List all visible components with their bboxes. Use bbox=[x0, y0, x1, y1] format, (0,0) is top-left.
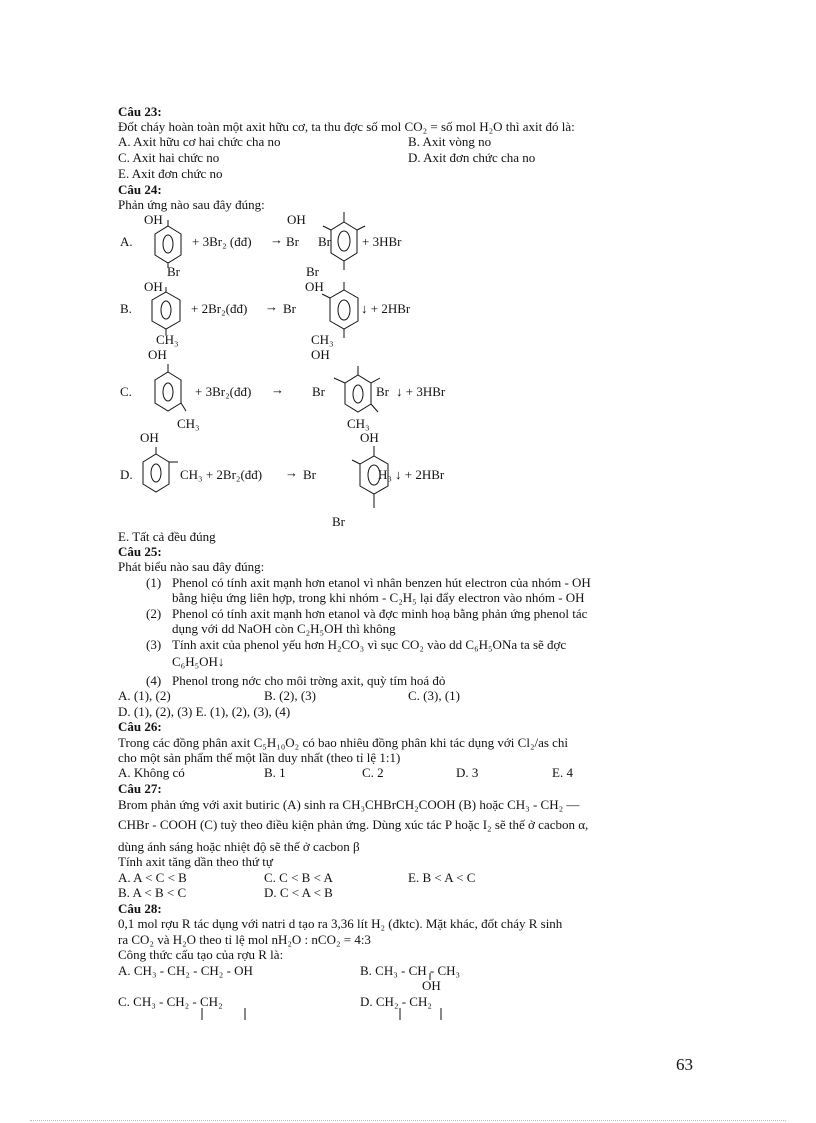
benzene-ring-icon bbox=[155, 220, 181, 268]
rxn-c-ch3-right: CH₃ bbox=[347, 416, 370, 431]
q24-stem: Phản ứng nào sau đây đúng: bbox=[118, 197, 265, 212]
q26-line2: cho một sản phẩm thế một lần duy nhất (theo tỉ lệ 1:1) bbox=[118, 750, 401, 765]
q27-line2: CHBr - COOH (C) tuỳ theo điều kiện phản ứng. Dùng xúc tác P hoặc I₂ sẽ thế ở cacbon α, bbox=[118, 817, 589, 832]
q26-option-c[interactable]: C. 2 bbox=[362, 765, 384, 780]
q28-title: Câu 28: bbox=[118, 901, 162, 916]
page-number: 63 bbox=[676, 1055, 693, 1074]
q25-stmt2-line2: dụng với dd NaOH còn C₂H₅OH thì không bbox=[172, 621, 396, 636]
rxn-c-label[interactable]: C. bbox=[120, 384, 132, 399]
rxn-a-oh-right: OH bbox=[287, 212, 306, 227]
arrow-right-icon: → bbox=[271, 382, 284, 397]
rxn-d-reagent: CH₃ + 2Br₂(đđ) bbox=[180, 467, 263, 482]
q25-stmt3-line1: Tính axit của phenol yếu hơn H₂CO₃ vì sục CO₂ vào dd C₆H₅ONa ta sẽ đợc bbox=[172, 637, 567, 652]
benzene-ring-icon bbox=[152, 287, 180, 335]
rxn-d-oh-left: OH bbox=[140, 430, 159, 445]
q28-option-b-sub: OH bbox=[422, 978, 441, 993]
q27-line4: Tính axit tăng dần theo thứ tự bbox=[118, 854, 273, 869]
q25-title: Câu 25: bbox=[118, 544, 162, 559]
rxn-a-label[interactable]: A. bbox=[120, 234, 133, 249]
rxn-d-label[interactable]: D. bbox=[120, 467, 133, 482]
rxn-c-oh-left: OH bbox=[148, 347, 167, 362]
q23-option-a[interactable]: A. Axit hữu cơ hai chức cha no bbox=[118, 134, 281, 149]
page-divider bbox=[30, 1120, 786, 1121]
q28-line2: ra CO₂ và H₂O theo tỉ lệ mol nH₂O : nCO₂ = 4:3 bbox=[118, 932, 371, 947]
q25-stmt3-line2: C₆H₅OH↓ bbox=[172, 654, 225, 669]
q23-option-c[interactable]: C. Axit hai chức no bbox=[118, 150, 220, 165]
q27-option-c[interactable]: C. C < B < A bbox=[264, 870, 333, 885]
q24-option-e[interactable]: E. Tất cả đều đúng bbox=[118, 529, 216, 544]
rxn-b-oh-left: OH bbox=[144, 279, 163, 294]
rxn-a-br2: Br bbox=[318, 234, 331, 249]
q26-line1: Trong các đồng phân axit C₅H₁₀O₂ có bao nhiêu đồng phân khi tác dụng với Cl₂/as chỉ bbox=[118, 735, 569, 750]
arrow-right-icon: → bbox=[265, 299, 278, 314]
q25-stmt2-line1: Phenol có tính axit mạnh hơn etanol và đợc minh hoạ bằng phản ứng phenol tác bbox=[172, 606, 588, 621]
q27-line1: Brom phản ứng với axit butiric (A) sinh ra CH₃CHBrCH₂COOH (B) hoặc CH₃ - CH₂ — bbox=[118, 797, 580, 812]
q28-option-a[interactable]: A. CH₃ - CH₂ - CH₂ - OH bbox=[118, 963, 253, 978]
q27-title: Câu 27: bbox=[118, 781, 162, 796]
rxn-b-oh-right: OH bbox=[305, 279, 324, 294]
rxn-a-br4: Br bbox=[306, 264, 319, 279]
q23-title: Câu 23: bbox=[118, 104, 162, 119]
rxn-a-br1: Br bbox=[286, 234, 299, 249]
q25-option-a[interactable]: A. (1), (2) bbox=[118, 688, 171, 703]
q25-stmt4-num: (4) bbox=[146, 673, 162, 688]
rxn-c-oh-right: OH bbox=[311, 347, 330, 362]
q23-option-e[interactable]: E. Axit đơn chức no bbox=[118, 166, 223, 181]
rxn-c-ch3-left: CH₃ bbox=[177, 416, 200, 431]
q27-option-a[interactable]: A. A < C < B bbox=[118, 870, 187, 885]
q26-option-b[interactable]: B. 1 bbox=[264, 765, 286, 780]
q23-option-b[interactable]: B. Axit vòng no bbox=[408, 134, 492, 149]
rxn-b-reagent: + 2Br₂(đđ) bbox=[191, 301, 248, 316]
rxn-b-ch3-right: CH₃ bbox=[311, 332, 334, 347]
rxn-c-product: ↓ + 3HBr bbox=[396, 384, 446, 399]
benzene-ring-icon bbox=[322, 282, 358, 338]
rxn-a-reagent: + 3Br₂ (đđ) bbox=[192, 234, 252, 249]
q28-option-d[interactable]: D. CH₂ - CH₂ bbox=[360, 994, 432, 1009]
q25-stmt3-num: (3) bbox=[146, 637, 162, 652]
rxn-a-br3: Br bbox=[167, 264, 180, 279]
rxn-c-reagent: + 3Br₂(đđ) bbox=[195, 384, 252, 399]
q28-line3: Công thức cấu tạo của rợu R là: bbox=[118, 947, 284, 962]
q26-title: Câu 26: bbox=[118, 719, 162, 734]
rxn-b-ch3-left: CH₃ bbox=[156, 332, 179, 347]
benzene-ring-icon bbox=[155, 364, 186, 411]
q26-option-a[interactable]: A. Không có bbox=[118, 765, 185, 780]
q24-title: Câu 24: bbox=[118, 182, 162, 197]
rxn-b-br1: Br bbox=[283, 301, 296, 316]
rxn-d-br1: Br bbox=[303, 467, 316, 482]
q25-stmt2-num: (2) bbox=[146, 606, 162, 621]
rxn-d-oh-right: OH bbox=[360, 430, 379, 445]
q25-stmt4-line1: Phenol trong nớc cho môi trờng axit, quỳ tím hoá đỏ bbox=[172, 673, 446, 688]
q23-stem: Đốt cháy hoàn toàn một axit hữu cơ, ta thu đợc số mol CO₂ = số mol H₂O thì axit đó là: bbox=[118, 119, 575, 134]
rxn-c-br1: Br bbox=[312, 384, 325, 399]
benzene-ring-icon bbox=[334, 366, 380, 412]
q25-option-b[interactable]: B. (2), (3) bbox=[264, 688, 316, 703]
q26-option-e[interactable]: E. 4 bbox=[552, 765, 573, 780]
q26-option-d[interactable]: D. 3 bbox=[456, 765, 479, 780]
q28-option-b[interactable]: B. CH₃ - CH - CH₃ bbox=[360, 963, 461, 978]
benzene-ring-icon bbox=[143, 447, 178, 492]
q28-line1: 0,1 mol rợu R tác dụng với natri d tạo ra 3,36 lít H₂ (đktc). Mặt khác, đốt cháy R sinh bbox=[118, 916, 563, 931]
q25-stmt1-num: (1) bbox=[146, 575, 162, 590]
q25-option-c[interactable]: C. (3), (1) bbox=[408, 688, 460, 703]
rxn-b-label[interactable]: B. bbox=[120, 301, 132, 316]
q25-options-de[interactable]: D. (1), (2), (3) E. (1), (2), (3), (4) bbox=[118, 704, 291, 719]
rxn-c-br2: Br bbox=[376, 384, 389, 399]
q25-stmt1-line1: Phenol có tính axit mạnh hơn etanol vì nhân benzen hút electron của nhóm - OH bbox=[172, 575, 591, 590]
rxn-d-ch3-right: H₃ bbox=[378, 467, 392, 482]
q23-option-d[interactable]: D. Axit đơn chức cha no bbox=[408, 150, 536, 165]
arrow-right-icon: → bbox=[270, 232, 283, 247]
rxn-d-product: ↓ + 2HBr bbox=[395, 467, 445, 482]
rxn-a-oh-left: OH bbox=[144, 212, 163, 227]
rxn-a-product: + 3HBr bbox=[362, 234, 402, 249]
q25-stem: Phát biểu nào sau đây đúng: bbox=[118, 559, 265, 574]
q28-option-c[interactable]: C. CH₃ - CH₂ - CH₂ bbox=[118, 994, 223, 1009]
arrow-right-icon: → bbox=[285, 465, 298, 480]
q27-option-b[interactable]: B. A < B < C bbox=[118, 885, 187, 900]
q27-option-e[interactable]: E. B < A < C bbox=[408, 870, 476, 885]
q25-stmt1-line2: bằng hiệu ứng liên hợp, trong khi nhóm - C₂H₅ lại đẩy electron vào nhóm - OH bbox=[172, 590, 585, 605]
rxn-d-br2: Br bbox=[332, 514, 345, 529]
q27-line3: dùng ánh sáng hoặc nhiệt độ sẽ thế ở cacbon β bbox=[118, 839, 360, 854]
q27-option-d[interactable]: D. C < A < B bbox=[264, 885, 333, 900]
rxn-b-product: ↓ + 2HBr bbox=[361, 301, 411, 316]
